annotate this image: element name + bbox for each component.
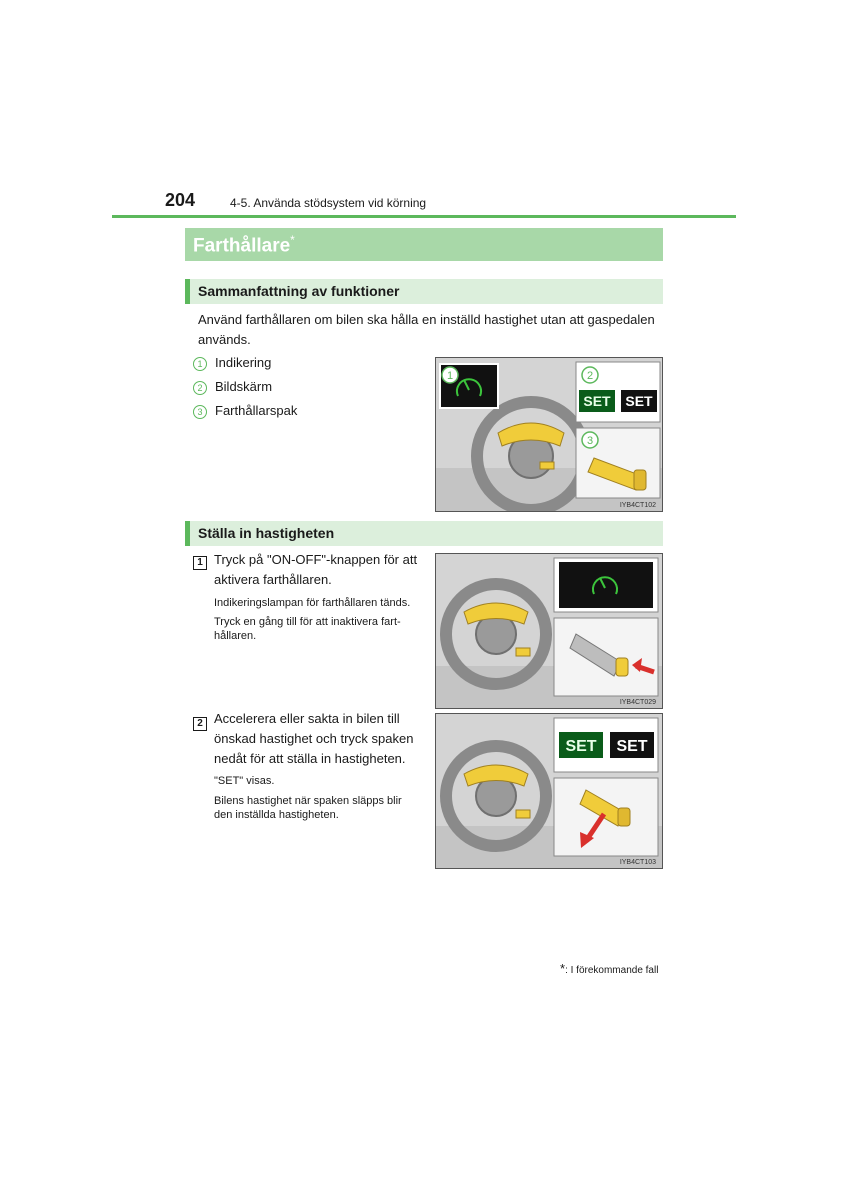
indicator-inset [554, 558, 658, 612]
set-speed-heading: Ställa in hastigheten [198, 525, 335, 541]
display-inset [554, 718, 658, 772]
step-2-note-2 [214, 794, 426, 822]
lever-inset [554, 778, 658, 856]
header-rule [112, 215, 736, 218]
figure-code: IYB4CT102 [619, 502, 656, 509]
lever-inset [554, 618, 658, 696]
step-2-line-2: önskad hastighet och tryck spaken [214, 731, 414, 746]
set-indicator-on: SET [583, 393, 611, 409]
step-1-note-2 [214, 615, 426, 643]
set-speed-heading-bar [185, 521, 663, 546]
step-1-illustration [435, 553, 663, 709]
set-indicator-off: SET [625, 393, 653, 409]
step-2-note-1: "SET" visas. [214, 775, 275, 787]
step-2-number [193, 713, 207, 731]
step-2-line-1: Accelerera eller sakta in bilen till [214, 711, 400, 726]
callout-1: 1 [446, 370, 454, 382]
summary-list [193, 353, 297, 425]
set-indicator-on: SET [565, 738, 597, 755]
step-1-illustration-svg [436, 554, 662, 708]
item-label: Bildskärm [215, 379, 273, 394]
item-number: 3 [193, 405, 207, 419]
item-number: 2 [193, 381, 207, 395]
page-title [193, 233, 295, 257]
step-2-note-2-line-1: Bilens hastighet när spaken släpps blir [214, 795, 402, 807]
title-bar [185, 228, 663, 261]
section-reference: 4-5. Använda stödsystem vid körning [230, 196, 427, 210]
page-title-text: Farthållare [193, 235, 291, 257]
list-item [193, 377, 297, 401]
item-number: 1 [193, 357, 207, 371]
list-item [193, 353, 297, 377]
step-2-illustration [435, 713, 663, 869]
footnote [560, 961, 658, 976]
page-number: 204 [165, 190, 196, 210]
footnote-marker: * [560, 961, 566, 976]
summary-illustration-svg [436, 358, 662, 511]
set-indicator-off: SET [616, 738, 648, 755]
list-item [193, 401, 297, 425]
step-number: 2 [193, 717, 207, 731]
step-2-illustration-svg [436, 714, 662, 868]
footnote-text: : I förekommande fall [565, 965, 659, 976]
summary-illustration [435, 357, 663, 512]
callout-2: 2 [586, 370, 594, 382]
step-1-note-2-line-1: Tryck en gång till för att inaktivera fart- [214, 616, 401, 628]
item-label: Farthållarspak [215, 403, 298, 418]
step-2-text [214, 709, 426, 769]
step-2-note-2-line-2: den inställda hastigheten. [214, 809, 339, 821]
summary-heading: Sammanfattning av funktioner [198, 283, 400, 299]
figure-code: IYB4CT103 [619, 859, 656, 866]
summary-intro: Använd farthållaren om bilen ska hålla en inställd hastighet utan att gaspedalen används. [198, 312, 655, 347]
step-number: 1 [193, 556, 207, 570]
callout-3: 3 [586, 435, 594, 447]
step-1-note-1: Indikeringslampan för farthållaren tänds. [214, 597, 411, 609]
summary-heading-bar [185, 279, 663, 304]
step-2-line-3: nedåt för att ställa in hastigheten. [214, 751, 406, 766]
item-label: Indikering [215, 355, 272, 370]
title-footnote-marker: * [290, 233, 295, 247]
step-1-note-2-line-2: hållaren. [214, 630, 257, 642]
step-1-line-2: aktivera farthållaren. [214, 572, 332, 587]
figure-code: IYB4CT029 [619, 699, 656, 706]
step-1-text [214, 550, 426, 590]
step-1-number [193, 552, 207, 570]
step-1-line-1: Tryck på "ON-OFF"-knappen för att [214, 552, 418, 567]
